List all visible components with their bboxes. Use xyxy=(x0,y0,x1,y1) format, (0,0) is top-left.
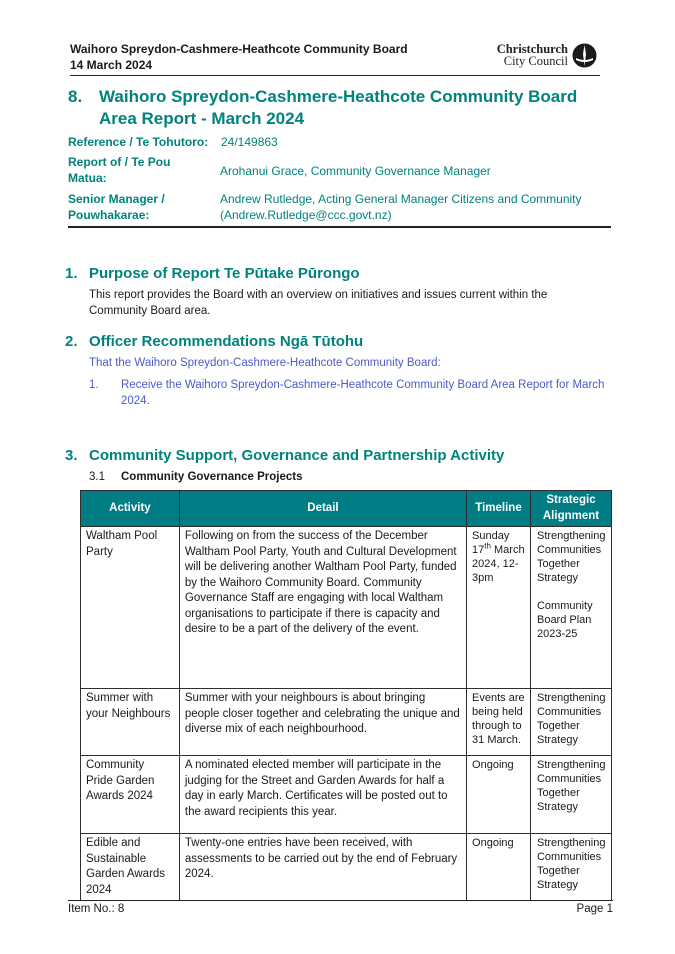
logo-line-2: City Council xyxy=(503,54,568,68)
timeline-cell xyxy=(467,527,531,689)
activity-cell: Edible and Sustainable Garden Awards 2024 xyxy=(81,834,180,901)
table-row xyxy=(81,756,612,834)
column-header-activity: Activity xyxy=(81,491,180,527)
timeline-text-b: March 2024, 12-3pm xyxy=(472,544,525,584)
table-row xyxy=(81,834,612,901)
header-board-name: Waihoro Spreydon-Cashmere-Heathcote Community Board xyxy=(70,42,408,56)
community-governance-projects-table xyxy=(80,490,612,901)
page-header xyxy=(70,40,600,76)
footer-page-number: Page 1 xyxy=(576,903,613,915)
strategic-alignment-cell xyxy=(530,527,611,689)
report-of-label-1: Report of / Te Pou xyxy=(68,155,171,169)
report-of-label-2: Matua: xyxy=(68,171,107,185)
strategic-alignment-2: Community Board Plan 2023-25 xyxy=(536,600,593,640)
subsection-number: 3.1 xyxy=(89,471,105,483)
section-1-body-line-1: This report provides the Board with an overview on initiatives and issues current within the xyxy=(89,289,548,301)
detail-cell: A nominated elected member will participate in the judging for the Street and Garden Awards for half a day in early March. Certificates will be posted out to the award recipients this year. xyxy=(179,756,466,834)
strategic-alignment-cell: Strengthening Communities Together Strategy xyxy=(530,689,611,756)
senior-manager-label-2: Pouwhakarae: xyxy=(68,208,150,222)
table-row xyxy=(81,527,612,689)
timeline-superscript: th xyxy=(484,541,491,551)
footer-item-number: Item No.: 8 xyxy=(68,903,125,915)
timeline-text-a: Sunday 17 xyxy=(472,530,510,556)
strategic-alignment-1: Strengthening Communities Together Strategy xyxy=(536,530,606,584)
activity-cell: Summer with your Neighbours xyxy=(81,689,180,756)
timeline-cell: Events are being held through to 31 March. xyxy=(467,689,531,756)
section-1-number: 1. xyxy=(65,265,78,282)
reference-label: Reference / Te Tohutoro: xyxy=(68,135,209,149)
section-1-heading: Purpose of Report Te Pūtake Pūrongo xyxy=(89,265,360,282)
strategic-alignment-cell: Strengthening Communities Together Strategy xyxy=(530,834,611,901)
section-1-body-line-2: Community Board area. xyxy=(89,305,211,317)
section-2-number: 2. xyxy=(65,333,78,350)
column-header-detail: Detail xyxy=(179,491,466,527)
report-meta xyxy=(68,134,611,228)
page-footer xyxy=(68,900,613,920)
subsection-title: Community Governance Projects xyxy=(121,471,303,483)
table-row xyxy=(81,689,612,756)
timeline-cell: Ongoing xyxy=(467,756,531,834)
table-header-row xyxy=(81,491,612,527)
senior-manager-label-1: Senior Manager / xyxy=(68,192,165,206)
report-of-value: Arohanui Grace, Community Governance Manager xyxy=(220,164,491,178)
recommendation-item-line-2: 2024. xyxy=(121,395,150,407)
recommendation-item-line-1: Receive the Waihoro Spreydon-Cashmere-Heathcote Community Board Area Report for March xyxy=(121,379,605,391)
detail-cell: Twenty-one entries have been received, with assessments to be carried out by the end of February 2024. xyxy=(179,834,466,901)
section-2-heading: Officer Recommendations Ngā Tūtohu xyxy=(89,333,364,350)
header-date: 14 March 2024 xyxy=(70,58,153,72)
section-3-number: 3. xyxy=(65,447,78,464)
detail-cell: Following on from the success of the December Waltham Pool Party, Youth and Cultural Development will be delivering another Waltham Pool Party, funded by the Waihoro Community Board. Community Governance Staff are engaging with local Waltham organisations to participate if there is capacity and desire to be a part of the delivery of the event. xyxy=(179,527,466,689)
detail-cell: Summer with your neighbours is about bringing people closer together and celebrating the unique and diverse mix of each neighbourhood. xyxy=(179,689,466,756)
report-title-text: Waihoro Spreydon-Cashmere-Heathcote Community Board Area Report - March 2024 xyxy=(99,87,578,128)
council-logo xyxy=(493,42,598,72)
timeline-cell: Ongoing xyxy=(467,834,531,901)
senior-manager-value-2: (Andrew.Rutledge@ccc.govt.nz) xyxy=(220,208,392,222)
senior-manager-value-1: Andrew Rutledge, Acting General Manager Citizens and Community xyxy=(220,192,582,206)
strategic-alignment-cell: Strengthening Communities Together Strategy xyxy=(530,756,611,834)
column-header-strategic-alignment: Strategic Alignment xyxy=(530,491,611,527)
reference-value: 24/149863 xyxy=(221,135,278,149)
recommendation-item-number: 1. xyxy=(89,379,99,391)
section-3-heading: Community Support, Governance and Partnership Activity xyxy=(89,447,505,464)
recommendation-intro: That the Waihoro Spreydon-Cashmere-Heathcote Community Board: xyxy=(89,357,441,369)
report-title-number: 8. xyxy=(68,87,83,106)
logo-line-1: Christchurch xyxy=(496,42,568,56)
christchurch-council-logo-icon xyxy=(571,42,598,69)
activity-cell: Waltham Pool Party xyxy=(81,527,180,689)
activity-cell: Community Pride Garden Awards 2024 xyxy=(81,756,180,834)
column-header-timeline: Timeline xyxy=(467,491,531,527)
